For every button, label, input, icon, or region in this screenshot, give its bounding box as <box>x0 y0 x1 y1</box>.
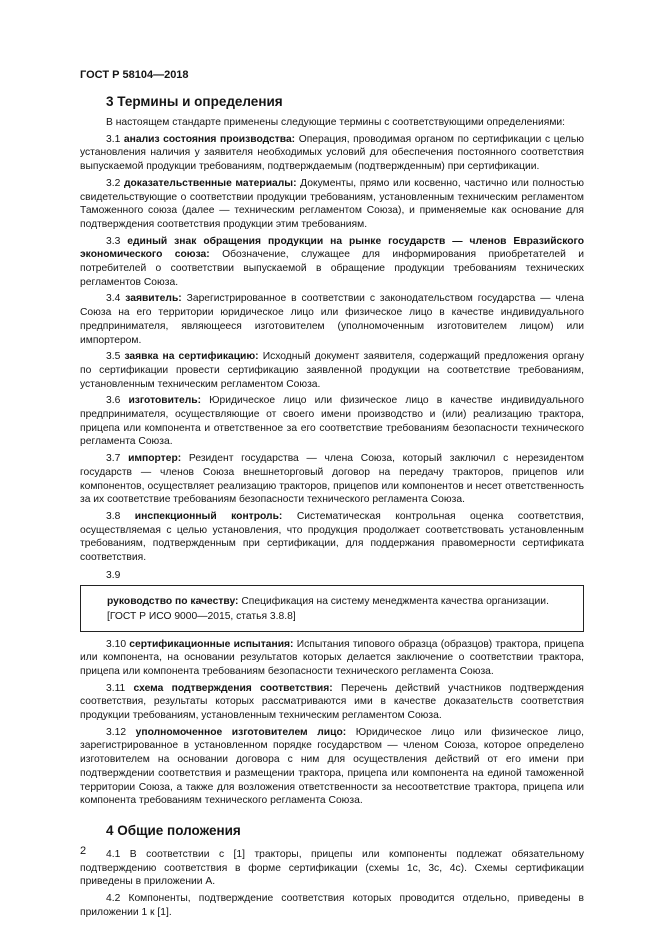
term-definition: Юридическое лицо или физическое лицо, зарегистрированное в установленном порядке государством — членом Союза, которое определено изготовителем на основании договора с ним для осуществления действий от его имени при подтверждении соответствия и размещении трактора, прицепа или компонента на единой таможенной территории Союза, а также для возложения ответственности за несоответствие трактора, прицепа или компонента требованиям технического регламента Союза. <box>80 726 584 807</box>
term-name: схема подтверждения соответствия: <box>133 682 333 694</box>
term-definition: Испытания типового образца (образцов) трактора, прицепа или компонента, на основании результатов которых делается заключение о соответствии трактора, прицепа или компонента требованиям безопасности технического регламента Союза. <box>80 638 584 677</box>
term-3-7: 3.7 импортер: Резидент государства — члена Союза, который заключил с нерезидентом государств — членов Союза внешнеторговый договор на передачу тракторов, прицепов или компонентов, осуществляет реализацию тракторов, прицепов или компонентов и несет ответственность за их соответствие требованиям безопасности технического регламента Союза. <box>80 453 584 506</box>
paragraph-4-2: 4.2 Компоненты, подтверждение соответствия которых проводится отдельно, приведены в приложении 1 к [1]. <box>80 893 584 918</box>
term-name: сертификационные испытания: <box>129 638 294 650</box>
term-name: инспекционный контроль: <box>134 510 283 522</box>
term-name: доказательственные материалы: <box>123 177 297 189</box>
section-3-intro: В настоящем стандарте применены следующие термины с соответствующими определениями: <box>106 117 566 128</box>
term-name: уполномоченное изготовителем лицо: <box>135 726 347 738</box>
term-3-4: 3.4 заявитель: Зарегистрированное в соответствии с законодательством государства — члена Союза на его территории юридическое лицо или физическое лицо в качестве индивидуального предпринимателя, являющееся изготовителем (уполномоченным изготовителем лицом) или импортером. <box>80 293 584 346</box>
term-3-6: 3.6 изготовитель: Юридическое лицо или физическое лицо в качестве индивидуального предпринимателя, осуществляющие от своего имени производство и (или) реализацию трактора, прицепа или компонента и ответственное за его соответствие требованиям безопасности технического регламента Союза. <box>80 395 584 448</box>
term-name: руководство по качеству: <box>107 595 239 607</box>
term-definition: Зарегистрированное в соответствии с законодательством государства — члена Союза на его территории юридическое лицо или физическое лицо в качестве индивидуального предпринимателя, являющееся изготовителем (уполномоченным изготовителем лицом) или импортером. <box>80 293 584 346</box>
term-name: заявка на сертификацию: <box>124 351 259 363</box>
term-definition: Спецификация на систему менеджмента качества организации. <box>241 595 549 607</box>
term-definition: Перечень действий участников подтверждения соответствия, результаты которых рассматриваются ими в качестве доказательств соответствия продукции требованиям, установленным техническим регламентом Союза. <box>80 682 584 722</box>
term-3-1: 3.1 анализ состояния производства: Операция, проводимая органом по сертификации с целью установления наличия у заявителя необходимых условий для обеспечения постоянного соответствия выпускаемой продукции требованиям, подтверждаемым (подтвержденным) при сертификации. <box>80 133 584 173</box>
term-definition: Резидент государства — члена Союза, который заключил с нерезидентом государств — членов Союза внешнеторговый договор на передачу тракторов, прицепов или компонентов, осуществляет реализацию тракторов, прицепов или компонентов и несет ответственность за их соответствие требованиям безопасности технического регламента Союза. <box>80 453 584 506</box>
term-3-10: 3.10 сертификационные испытания: Испытания типового образца (образцов) трактора, прицепа или компонента, на основании результатов которых делается заключение о соответствии трактора, прицепа или компонента требованиям безопасности технического регламента Союза. <box>80 638 584 677</box>
term-3-8: 3.8 инспекционный контроль: Систематическая контрольная оценка соответствия, осуществляемая с целью установления, что продукция продолжает соответствовать установленным требованиям, подтвержденным при сертификации, для поддержания правомерности сертификата соответствия. <box>80 510 584 564</box>
term-3-9-number: 3.9 <box>106 569 121 581</box>
term-definition: Документы, прямо или косвенно, частично или полностью свидетельствующие о соответствии продукции требованиям, установленным техническим регламентом Таможенного союза (далее — техническим регламентом Союза), и применяемые как основание для подтверждения соответствия продукции этим требованиям. <box>80 177 584 230</box>
page-content <box>80 94 584 922</box>
document-header: ГОСТ Р 58104—2018 <box>80 69 189 81</box>
term-3-5: 3.5 заявка на сертификацию: Исходный документ заявителя, содержащий предложения органу по сертификации провести сертификацию заявленной продукции на соответствие требованиям, установленным техническим регламентом Союза. <box>80 351 584 390</box>
term-definition: Систематическая контрольная оценка соответствия, осуществляемая с целью установления, что продукция продолжает соответствовать установленным требованиям, подтвержденным при сертификации, для поддержания правомерности сертификата соответствия. <box>80 510 584 564</box>
term-3-2: 3.2 доказательственные материалы: Документы, прямо или косвенно, частично или полностью свидетельствующие о соответствии продукции требованиям, установленным техническим регламентом Таможенного союза (далее — техническим регламентом Союза), и применяемые как основание для подтверждения соответствия продукции этим требованиям. <box>80 177 584 230</box>
term-definition: Обозначение, служащее для информирования приобретателей и потребителей о соответствии выпускаемой в обращение продукции требованиям технических регламентов Союза. <box>80 249 584 288</box>
term-reference: [ГОСТ Р ИСО 9000—2015, статья 3.8.8] <box>107 610 296 622</box>
section-4-title: 4 Общие положения <box>106 822 241 838</box>
term-name: заявитель: <box>125 293 182 305</box>
term-name: анализ состояния производства: <box>123 133 296 145</box>
term-3-11: 3.11 схема подтверждения соответствия: Перечень действий участников подтверждения соответствия, результаты которых рассматриваются ими в качестве доказательств соответствия продукции требованиям, установленным техническим регламентом Союза. <box>80 682 584 722</box>
term-3-9-box <box>80 585 584 632</box>
term-name: изготовитель: <box>128 395 202 407</box>
term-name: импортер: <box>128 453 182 465</box>
paragraph-4-1: 4.1 В соответствии с [1] тракторы, прицепы или компоненты подлежат обязательному подтверждению соответствия в форме сертификации (схемы 1с, 3с, 4с). Схемы сертификации приведены в приложении А. <box>80 848 584 888</box>
term-3-12: 3.12 уполномоченное изготовителем лицо: Юридическое лицо или физическое лицо, зарегистрированное в установленном порядке государством — членом Союза, которое определено изготовителем на основании договора с ним для осуществления действий от его имени при подтверждении соответствия и размещении трактора, прицепа или компонента на единой таможенной территории Союза, а также для возложения ответственности за несоответствие трактора, прицепа или компонента требованиям технического регламента Союза. <box>80 726 584 807</box>
page-number: 2 <box>80 845 87 857</box>
term-3-3: 3.3 единый знак обращения продукции на рынке государств — членов Евразийского экономического союза: Обозначение, служащее для информирования приобретателей и потребителей о соответствии выпускаемой в обращение продукции требованиям технических регламентов Союза. <box>80 235 584 288</box>
term-definition: Операция, проводимая органом по сертификации с целью установления наличия у заявителя необходимых условий для обеспечения постоянного соответствия выпускаемой продукции требованиям, подтверждаемым (подтвержденным) при сертификации. <box>80 133 584 173</box>
term-definition: Юридическое лицо или физическое лицо в качестве индивидуального предпринимателя, осуществляющие от своего имени производство и (или) реализацию трактора, прицепа или компонента и ответственное за его соответствие требованиям безопасности технического регламента Союза. <box>80 395 584 448</box>
term-definition: Исходный документ заявителя, содержащий предложения органу по сертификации провести сертификацию заявленной продукции на соответствие требованиям, установленным техническим регламентом Союза. <box>80 351 584 390</box>
section-3-title: 3 Термины и определения <box>106 94 283 109</box>
term-name: единый знак обращения продукции на рынке государств — членов Евразийского экономического союза: <box>80 235 584 261</box>
